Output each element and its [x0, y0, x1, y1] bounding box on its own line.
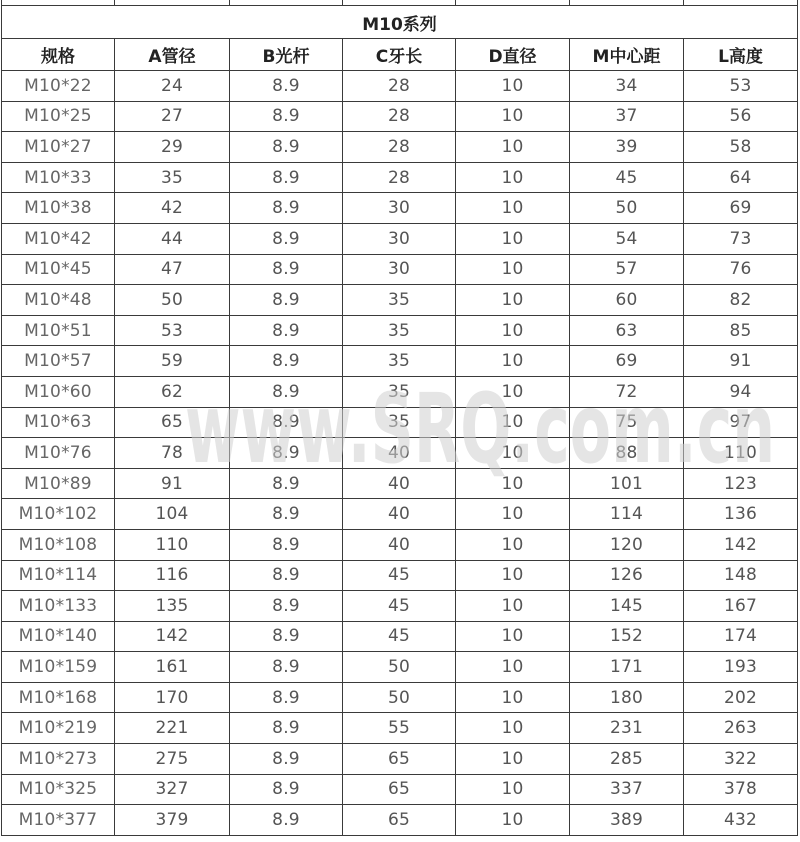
cell-d-diameter: 10 — [456, 529, 570, 560]
cell-m-center-distance: 285 — [570, 744, 684, 775]
cell-d-diameter: 10 — [456, 438, 570, 469]
cell-l-height: 82 — [684, 285, 798, 316]
cell-b-shank: 8.9 — [230, 407, 343, 438]
cell-l-height: 58 — [684, 132, 798, 163]
cell-spec: M10*325 — [2, 774, 115, 805]
cell-spec: M10*114 — [2, 560, 115, 591]
cell-d-diameter: 10 — [456, 744, 570, 775]
cell-m-center-distance: 101 — [570, 468, 684, 499]
table-row — [2, 560, 798, 591]
table-row — [2, 621, 798, 652]
cell-m-center-distance: 69 — [570, 346, 684, 377]
cell-b-shank: 8.9 — [230, 193, 343, 224]
cell-b-shank: 8.9 — [230, 621, 343, 652]
cell-b-shank: 8.9 — [230, 499, 343, 530]
cell-d-diameter: 10 — [456, 223, 570, 254]
cell-l-height: 263 — [684, 713, 798, 744]
cell-l-height: 69 — [684, 193, 798, 224]
cell-m-center-distance: 37 — [570, 101, 684, 132]
cell-l-height: 123 — [684, 468, 798, 499]
cell-l-height: 136 — [684, 499, 798, 530]
cell-c-thread-length: 28 — [343, 162, 456, 193]
cell-d-diameter: 10 — [456, 591, 570, 622]
cell-b-shank: 8.9 — [230, 438, 343, 469]
cell-d-diameter: 10 — [456, 805, 570, 836]
cell-d-diameter: 10 — [456, 560, 570, 591]
cell-spec: M10*89 — [2, 468, 115, 499]
cell-a-pipe-diameter: 110 — [115, 529, 230, 560]
header-c-thread-length: C牙长 — [343, 39, 456, 71]
cell-b-shank: 8.9 — [230, 591, 343, 622]
cell-b-shank: 8.9 — [230, 223, 343, 254]
cell-b-shank: 8.9 — [230, 805, 343, 836]
cell-c-thread-length: 35 — [343, 376, 456, 407]
cell-m-center-distance: 60 — [570, 285, 684, 316]
cell-m-center-distance: 126 — [570, 560, 684, 591]
table-row — [2, 376, 798, 407]
cell-d-diameter: 10 — [456, 774, 570, 805]
cell-a-pipe-diameter: 327 — [115, 774, 230, 805]
cell-m-center-distance: 88 — [570, 438, 684, 469]
cell-l-height: 73 — [684, 223, 798, 254]
table-row — [2, 193, 798, 224]
table-body — [2, 71, 798, 836]
cell-l-height: 64 — [684, 162, 798, 193]
cell-d-diameter: 10 — [456, 499, 570, 530]
cell-c-thread-length: 45 — [343, 591, 456, 622]
cell-m-center-distance: 39 — [570, 132, 684, 163]
cell-c-thread-length: 28 — [343, 132, 456, 163]
table-row — [2, 682, 798, 713]
cell-a-pipe-diameter: 24 — [115, 71, 230, 102]
cell-b-shank: 8.9 — [230, 652, 343, 683]
table-row — [2, 529, 798, 560]
cell-m-center-distance: 114 — [570, 499, 684, 530]
cell-spec: M10*108 — [2, 529, 115, 560]
cell-d-diameter: 10 — [456, 621, 570, 652]
header-m-center-distance: M中心距 — [570, 39, 684, 71]
cell-d-diameter: 10 — [456, 132, 570, 163]
cell-m-center-distance: 152 — [570, 621, 684, 652]
cell-m-center-distance: 231 — [570, 713, 684, 744]
cell-c-thread-length: 35 — [343, 285, 456, 316]
cell-a-pipe-diameter: 104 — [115, 499, 230, 530]
cell-a-pipe-diameter: 142 — [115, 621, 230, 652]
cell-spec: M10*38 — [2, 193, 115, 224]
cell-d-diameter: 10 — [456, 346, 570, 377]
cell-b-shank: 8.9 — [230, 713, 343, 744]
table-row — [2, 744, 798, 775]
header-l-height: L高度 — [684, 39, 798, 71]
cell-d-diameter: 10 — [456, 101, 570, 132]
header-a-pipe-diameter: A管径 — [115, 39, 230, 71]
cell-spec: M10*57 — [2, 346, 115, 377]
cell-a-pipe-diameter: 59 — [115, 346, 230, 377]
cell-d-diameter: 10 — [456, 285, 570, 316]
cell-l-height: 167 — [684, 591, 798, 622]
cell-m-center-distance: 34 — [570, 71, 684, 102]
cell-a-pipe-diameter: 29 — [115, 132, 230, 163]
cell-b-shank: 8.9 — [230, 285, 343, 316]
table-row — [2, 101, 798, 132]
cell-spec: M10*159 — [2, 652, 115, 683]
cell-l-height: 53 — [684, 71, 798, 102]
cell-l-height: 322 — [684, 744, 798, 775]
cell-a-pipe-diameter: 170 — [115, 682, 230, 713]
cell-c-thread-length: 40 — [343, 468, 456, 499]
cell-c-thread-length: 50 — [343, 682, 456, 713]
cell-a-pipe-diameter: 35 — [115, 162, 230, 193]
table-row — [2, 774, 798, 805]
cell-m-center-distance: 75 — [570, 407, 684, 438]
cell-l-height: 91 — [684, 346, 798, 377]
cell-d-diameter: 10 — [456, 254, 570, 285]
cell-a-pipe-diameter: 65 — [115, 407, 230, 438]
cell-spec: M10*60 — [2, 376, 115, 407]
cell-b-shank: 8.9 — [230, 376, 343, 407]
cell-c-thread-length: 28 — [343, 71, 456, 102]
cell-d-diameter: 10 — [456, 193, 570, 224]
cell-c-thread-length: 65 — [343, 744, 456, 775]
cell-m-center-distance: 389 — [570, 805, 684, 836]
cell-spec: M10*22 — [2, 71, 115, 102]
cell-c-thread-length: 35 — [343, 346, 456, 377]
cell-c-thread-length: 30 — [343, 254, 456, 285]
cell-b-shank: 8.9 — [230, 560, 343, 591]
cell-l-height: 76 — [684, 254, 798, 285]
cell-c-thread-length: 50 — [343, 652, 456, 683]
cell-m-center-distance: 120 — [570, 529, 684, 560]
cell-c-thread-length: 30 — [343, 193, 456, 224]
cell-b-shank: 8.9 — [230, 468, 343, 499]
cell-spec: M10*63 — [2, 407, 115, 438]
cell-m-center-distance: 45 — [570, 162, 684, 193]
cell-a-pipe-diameter: 44 — [115, 223, 230, 254]
cell-a-pipe-diameter: 275 — [115, 744, 230, 775]
cell-b-shank: 8.9 — [230, 71, 343, 102]
cell-a-pipe-diameter: 53 — [115, 315, 230, 346]
cell-c-thread-length: 65 — [343, 774, 456, 805]
cell-d-diameter: 10 — [456, 376, 570, 407]
table-row — [2, 499, 798, 530]
cell-d-diameter: 10 — [456, 652, 570, 683]
cell-a-pipe-diameter: 50 — [115, 285, 230, 316]
cell-m-center-distance: 145 — [570, 591, 684, 622]
cell-a-pipe-diameter: 91 — [115, 468, 230, 499]
cell-a-pipe-diameter: 62 — [115, 376, 230, 407]
cell-c-thread-length: 65 — [343, 805, 456, 836]
cell-b-shank: 8.9 — [230, 346, 343, 377]
cell-d-diameter: 10 — [456, 682, 570, 713]
cell-l-height: 148 — [684, 560, 798, 591]
cell-c-thread-length: 45 — [343, 621, 456, 652]
cell-a-pipe-diameter: 42 — [115, 193, 230, 224]
cell-b-shank: 8.9 — [230, 529, 343, 560]
cell-c-thread-length: 45 — [343, 560, 456, 591]
cell-c-thread-length: 55 — [343, 713, 456, 744]
table-row — [2, 285, 798, 316]
cell-spec: M10*133 — [2, 591, 115, 622]
cell-l-height: 94 — [684, 376, 798, 407]
cell-spec: M10*76 — [2, 438, 115, 469]
cell-l-height: 56 — [684, 101, 798, 132]
cell-a-pipe-diameter: 47 — [115, 254, 230, 285]
cell-spec: M10*219 — [2, 713, 115, 744]
cell-m-center-distance: 337 — [570, 774, 684, 805]
cell-a-pipe-diameter: 221 — [115, 713, 230, 744]
cell-d-diameter: 10 — [456, 71, 570, 102]
cell-c-thread-length: 35 — [343, 315, 456, 346]
cell-m-center-distance: 171 — [570, 652, 684, 683]
cell-spec: M10*33 — [2, 162, 115, 193]
table-row — [2, 468, 798, 499]
cell-b-shank: 8.9 — [230, 744, 343, 775]
cell-m-center-distance: 57 — [570, 254, 684, 285]
table-row — [2, 132, 798, 163]
table-row — [2, 407, 798, 438]
cell-spec: M10*51 — [2, 315, 115, 346]
cell-d-diameter: 10 — [456, 713, 570, 744]
cell-b-shank: 8.9 — [230, 162, 343, 193]
table-row — [2, 805, 798, 836]
cell-m-center-distance: 180 — [570, 682, 684, 713]
cell-d-diameter: 10 — [456, 468, 570, 499]
cell-spec: M10*25 — [2, 101, 115, 132]
cell-l-height: 142 — [684, 529, 798, 560]
cell-l-height: 202 — [684, 682, 798, 713]
cell-a-pipe-diameter: 379 — [115, 805, 230, 836]
spec-table — [1, 0, 798, 836]
table-row — [2, 713, 798, 744]
cell-b-shank: 8.9 — [230, 101, 343, 132]
spec-table-container — [1, 0, 797, 836]
cell-spec: M10*42 — [2, 223, 115, 254]
header-b-shank: B光杆 — [230, 39, 343, 71]
cell-spec: M10*48 — [2, 285, 115, 316]
cell-spec: M10*273 — [2, 744, 115, 775]
cell-c-thread-length: 35 — [343, 407, 456, 438]
cell-a-pipe-diameter: 135 — [115, 591, 230, 622]
cell-c-thread-length: 40 — [343, 499, 456, 530]
cell-c-thread-length: 40 — [343, 529, 456, 560]
cell-spec: M10*27 — [2, 132, 115, 163]
cell-b-shank: 8.9 — [230, 774, 343, 805]
cell-b-shank: 8.9 — [230, 682, 343, 713]
table-row — [2, 591, 798, 622]
cell-b-shank: 8.9 — [230, 315, 343, 346]
header-d-diameter: D直径 — [456, 39, 570, 71]
table-header-row — [2, 39, 798, 71]
table-row — [2, 438, 798, 469]
cell-a-pipe-diameter: 161 — [115, 652, 230, 683]
table-row — [2, 254, 798, 285]
cell-a-pipe-diameter: 116 — [115, 560, 230, 591]
header-spec: 规格 — [2, 39, 115, 71]
table-row — [2, 162, 798, 193]
cell-d-diameter: 10 — [456, 315, 570, 346]
cell-a-pipe-diameter: 27 — [115, 101, 230, 132]
cell-d-diameter: 10 — [456, 162, 570, 193]
cell-d-diameter: 10 — [456, 407, 570, 438]
watermark-text: www.SRQ.com.cn — [185, 373, 775, 485]
cell-a-pipe-diameter: 78 — [115, 438, 230, 469]
cell-b-shank: 8.9 — [230, 254, 343, 285]
cell-m-center-distance: 72 — [570, 376, 684, 407]
cell-c-thread-length: 40 — [343, 438, 456, 469]
cell-spec: M10*168 — [2, 682, 115, 713]
cell-l-height: 193 — [684, 652, 798, 683]
cell-spec: M10*377 — [2, 805, 115, 836]
table-title: M10系列 — [2, 6, 798, 39]
cell-spec: M10*102 — [2, 499, 115, 530]
cell-l-height: 97 — [684, 407, 798, 438]
cell-l-height: 110 — [684, 438, 798, 469]
cell-b-shank: 8.9 — [230, 132, 343, 163]
cell-l-height: 432 — [684, 805, 798, 836]
cell-m-center-distance: 50 — [570, 193, 684, 224]
table-row — [2, 652, 798, 683]
cell-l-height: 378 — [684, 774, 798, 805]
cell-spec: M10*140 — [2, 621, 115, 652]
table-title-row — [2, 6, 798, 39]
table-row — [2, 346, 798, 377]
table-row — [2, 315, 798, 346]
cell-m-center-distance: 54 — [570, 223, 684, 254]
table-row — [2, 223, 798, 254]
table-row — [2, 71, 798, 102]
cell-spec: M10*45 — [2, 254, 115, 285]
cell-c-thread-length: 28 — [343, 101, 456, 132]
cell-m-center-distance: 63 — [570, 315, 684, 346]
cell-l-height: 174 — [684, 621, 798, 652]
cell-l-height: 85 — [684, 315, 798, 346]
cell-c-thread-length: 30 — [343, 223, 456, 254]
